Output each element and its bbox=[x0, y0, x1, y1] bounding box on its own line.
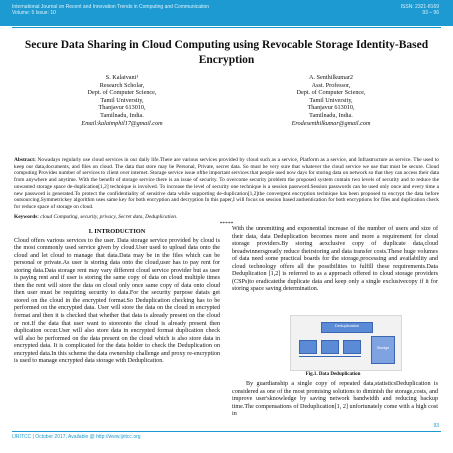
figure-box-client-3 bbox=[343, 340, 361, 354]
keywords: Keywords: cloud Computing, security, privacy, Secret data, Deduplication. bbox=[14, 213, 178, 220]
figure-box-client-1 bbox=[299, 340, 317, 354]
intro-text-right: With the unremitting and exponential increase of the number of users and size of their data, data Deduplication becomes more and more a requirement for cloud storage providers.By storing aexclusive copy of duplicate data,cloud breadwinnersgreatly reduce theirstoring and data transfer costs.These huge volumes of data need some practical boards for the storage,processing and availability and cloud technology offers all the possibilities to fulfill these requirements.Data Deduplication [1,2] is referred to as a approach offered to cloud storage providers (CSPs)to eradicatethe duplicate data and keep only a single exclusivecopy if it for storing space saving determination. bbox=[232, 226, 438, 293]
author-email[interactable]: Email:kalaimphil17@gmail.com bbox=[81, 119, 163, 127]
author-role: Asst. Professor, bbox=[311, 81, 351, 89]
figure-label-top: Deduplication bbox=[334, 323, 360, 328]
intro-text-after-figure: By guardianship a single copy of repeated data,statisticsDeduplication is considered as one of the most promising solutions to diminish the storage,costs, and improve user'sknowledge by saving network bandwidth and reducing backup time.The compensations of Deduplication[1, 2] unfortunately come with a high cost in bbox=[232, 381, 438, 418]
author-univ: Tamil University, bbox=[309, 96, 353, 104]
left-column bbox=[14, 228, 220, 366]
figure-connector bbox=[299, 356, 361, 357]
author-name: A. Senthilkumar2 bbox=[309, 74, 353, 81]
header-divider bbox=[12, 27, 441, 28]
intro-text-left: Cloud offers various services to the user. Data storage service provided by cloud is the most commonly used service given by cloud.User used to upload data onto the cloud and let cloud to manage that data.Data may be in the files which can be personal or private.As user is storing data onto the cloud,user has to pay rent for storing data.Data storage rent may vary different cloud service provider but as user is paying rent and if user is storing the same copy of data on cloud multiple times then the rent will store the data on cloud only once same copy of data onto cloud then user must be requiring security to data.For the security purpose datais get stored on the cloud in the encrypted format.So Deduplication checking has to be performed on the encrypted data. User will store the data on the cloud in encrypted format and then it is checked that whether that data is already present on the cloud or not.If the data that user want to storeonto the cloud is already present then duplication occur.User will also store data in encrypted format duplication check will also be performed on the data present on the cloud which is also store data in encrypted data. It is complicated for the data holder to check the Deduplication on encrypted data.In this scheme the data ownership challenge and proxy re-encryption is used to manage encrypted data storage with Deduplication. bbox=[14, 237, 220, 365]
deduplication-figure bbox=[290, 315, 402, 371]
author-block-2 bbox=[251, 74, 411, 127]
keywords-label: Keywords bbox=[14, 213, 38, 220]
journal-header-bar bbox=[0, 0, 453, 26]
author-city: Thanjavur 613010, bbox=[307, 104, 355, 112]
journal-issn: ISSN: 2321-8169 bbox=[400, 4, 439, 10]
author-name: S. Kalaivani¹ bbox=[105, 74, 139, 81]
right-column-bottom bbox=[232, 381, 438, 419]
figure-caption: Fig.1. Data Deduplication bbox=[305, 372, 361, 377]
section-heading: I. INTRODUCTION bbox=[88, 228, 146, 235]
right-column-top bbox=[232, 226, 438, 294]
journal-pages: 93 – 96 bbox=[422, 10, 439, 16]
author-role: Research Scholar, bbox=[99, 81, 145, 89]
paper-title: Secure Data Sharing in Cloud Computing using Revocable Storage Identity-Based Encryption bbox=[24, 39, 429, 66]
author-univ: Tamil University, bbox=[100, 96, 144, 104]
section-separator: ***** bbox=[219, 221, 234, 227]
author-dept: Dept. of Computer Science, bbox=[296, 89, 366, 97]
abstract-label: Abstract: bbox=[14, 157, 36, 163]
author-block-1 bbox=[42, 74, 202, 127]
figure-box-storage bbox=[371, 336, 395, 364]
journal-name: International Journal on Recent and Innovation Trends in Computing and Communication bbox=[12, 4, 210, 10]
figure-label-storage: Storage bbox=[376, 346, 390, 350]
author-state: Tamilnadu, India. bbox=[309, 111, 353, 119]
abstract bbox=[14, 157, 439, 220]
author-state: Tamilnadu, India. bbox=[100, 111, 144, 119]
author-city: Thanjavur 613010, bbox=[98, 104, 146, 112]
keywords-text: cloud Computing, security, privacy, Secret data, Deduplication. bbox=[40, 213, 178, 220]
author-email[interactable]: Erodesenthilkumar@gmail.com bbox=[291, 119, 371, 127]
abstract-text: Nowadays regularly use cloud services in our daily life.There are various services provided by cloud such as a service, Platform as a service, and Infrastructure as service. The used to keep our data,documents, and files on cloud. The data that store may be Personal, Private, secret data. So must be very sure that whatever the cloud service we use that must be secure. Cloud computing Provides number of services to client over internet. Storage service issue ofthe important services that people used now days for storing data on network so that they can access their data from anywhere and anytime. With the benefit of storage service there is an issue of security. To overcome security problem the proposed system contain two levels of security and to reduce the unwanted storage space de-duplication[1,2] technique is involved. To increase the level of security one technique is a session password.Session passwords can be used only once and every time a new password is generated.To protect the confidentiality of sensitive data while supporting de-duplication[1,2]the convergent encryption technique has been proposed to encrypt the data before outsourcing.Symmetrickey algorithm uses same key for both encryption and decryption In this paper,I will focus on session based authentication for both encryptions for files and duplication check for reduce space of storage on cloud. bbox=[14, 157, 439, 210]
page-number: 93 bbox=[433, 423, 439, 429]
footer-text[interactable]: IJRITCC | October 2017, Available @ http://www.ijritcc.org bbox=[12, 434, 141, 440]
footer-divider bbox=[12, 431, 441, 432]
journal-volume: Volume: 5 Issue: 10 bbox=[12, 10, 56, 16]
figure-box-client-2 bbox=[321, 340, 339, 354]
author-dept: Dept. of Computer Science, bbox=[87, 89, 157, 97]
